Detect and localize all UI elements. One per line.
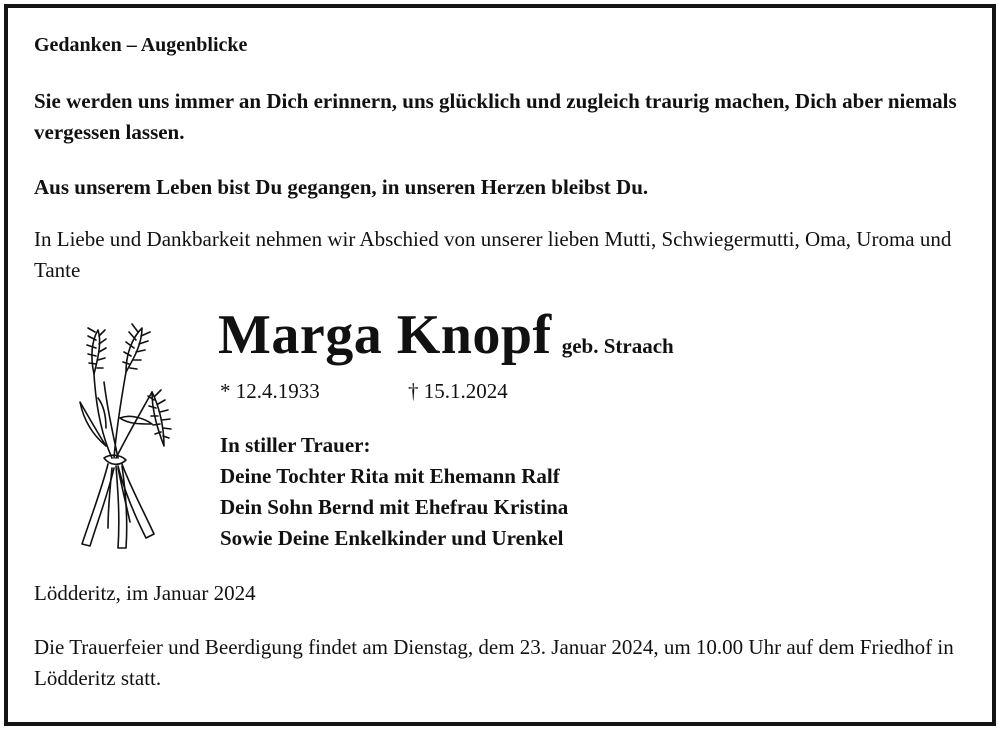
wheat-bundle-icon [68, 318, 186, 554]
mourners-title: In stiller Trauer: [220, 433, 371, 457]
birth-date: * 12.4.1933 [220, 379, 320, 403]
mourner-line: Dein Sohn Bernd mit Ehefrau Kristina [220, 495, 569, 519]
quote-1: Sie werden uns immer an Dich erinnern, uns glücklich und zugleich traurig machen, Dich aber niemals vergessen lassen. [34, 89, 957, 144]
quote-2: Aus unserem Leben bist Du gegangen, in unseren Herzen bleibst Du. [34, 175, 649, 199]
deceased-name: Marga Knopf [218, 304, 552, 366]
mourners-block [220, 430, 568, 554]
funeral-notice: Die Trauerfeier und Beerdigung findet am Dienstag, dem 23. Januar 2024, um 10.00 Uhr auf dem Friedhof in Lödderitz statt. [34, 635, 954, 690]
mourner-line: Deine Tochter Rita mit Ehemann Ralf [220, 464, 560, 488]
place-date: Lödderitz, im Januar 2024 [34, 581, 256, 605]
heading: Gedanken – Augenblicke [34, 34, 248, 56]
mourner-line: Sowie Deine Enkelkinder und Urenkel [220, 526, 564, 550]
intro-text: In Liebe und Dankbarkeit nehmen wir Abschied von unserer lieben Mutti, Schwiegermutti, Oma, Uroma und Tante [34, 227, 952, 282]
maiden-name: geb. Straach [561, 334, 674, 358]
life-dates [220, 376, 508, 406]
deceased-name-row [218, 300, 674, 370]
death-date: † 15.1.2024 [408, 379, 508, 403]
